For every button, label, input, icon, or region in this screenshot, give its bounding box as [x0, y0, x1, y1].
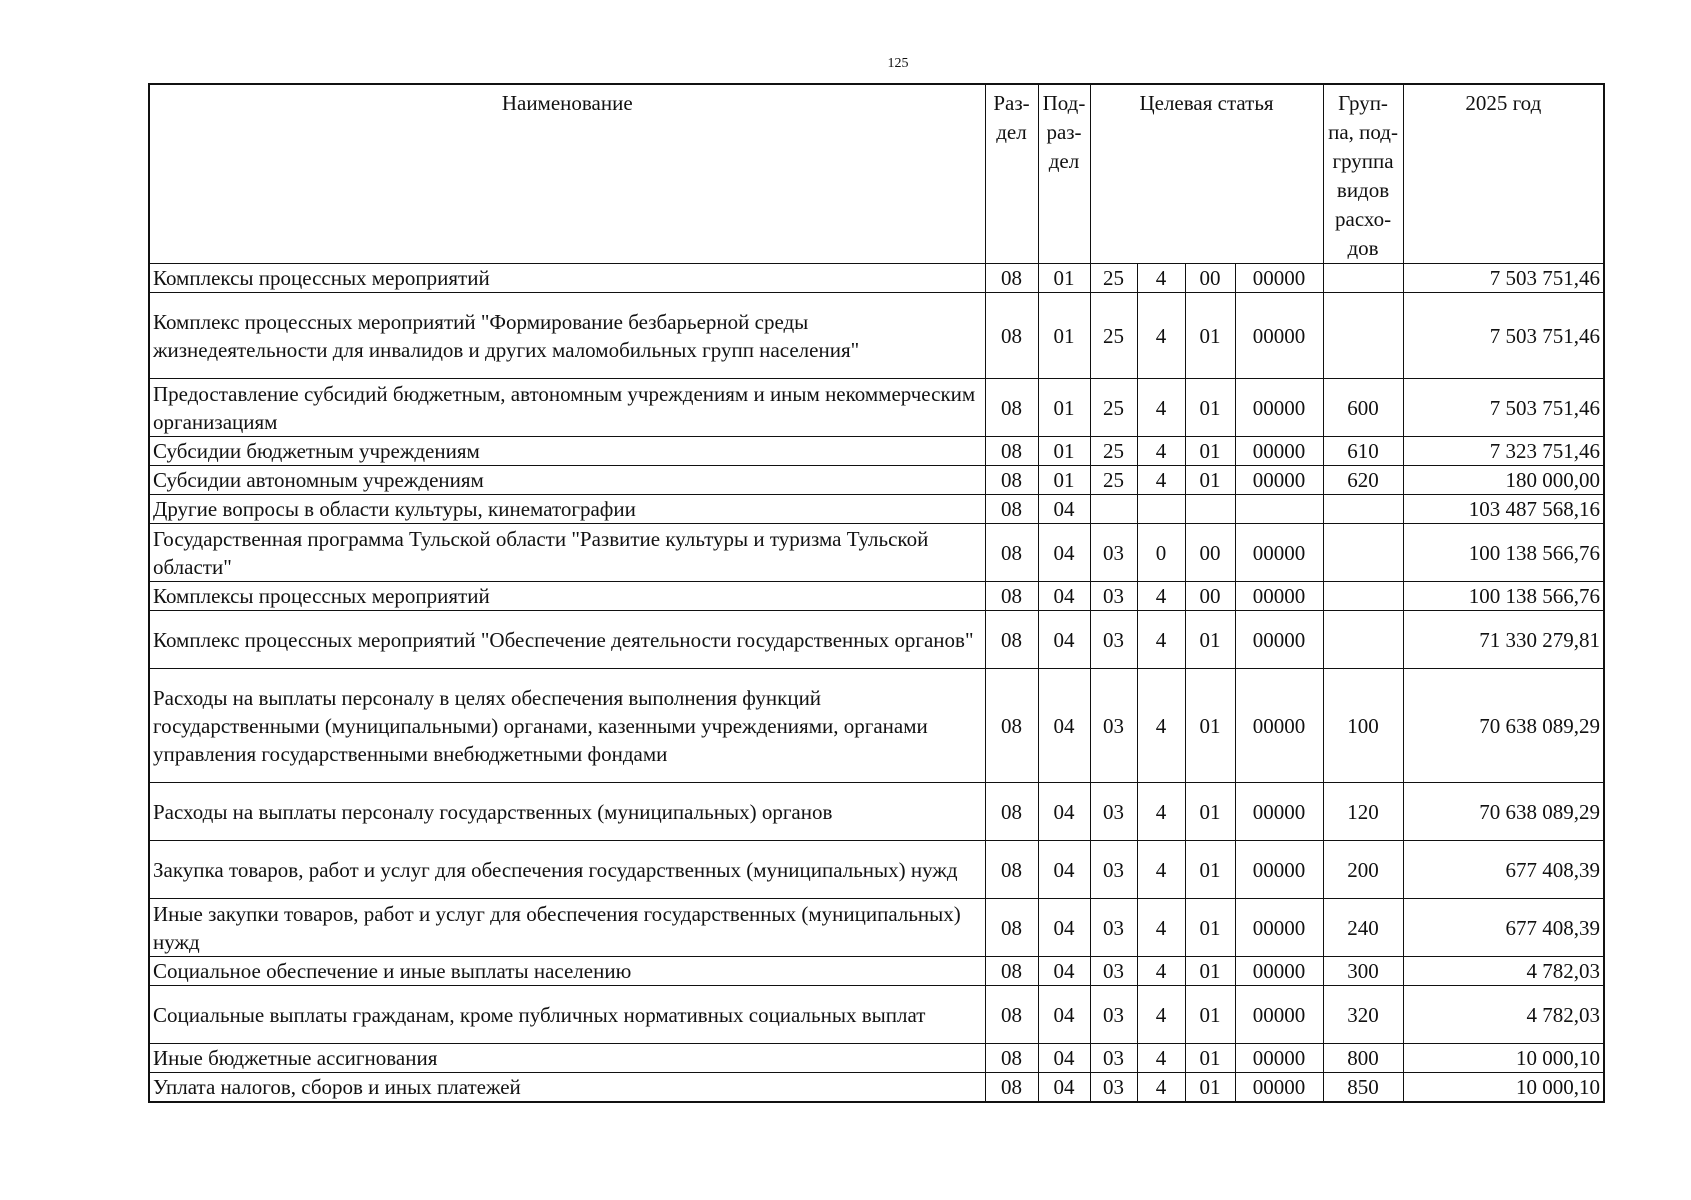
- row-target-subprogram: 00: [1185, 582, 1235, 611]
- row-target-program: 03: [1090, 611, 1137, 669]
- row-amount-2025: 70 638 089,29: [1403, 783, 1604, 841]
- page-number: 125: [887, 56, 909, 71]
- row-podrazdel: 04: [1038, 1073, 1090, 1103]
- row-podrazdel: 04: [1038, 495, 1090, 524]
- row-target-program: [1090, 495, 1137, 524]
- row-razdel: 08: [985, 379, 1038, 437]
- table-row: [149, 841, 1604, 899]
- row-target-direction: 00000: [1235, 986, 1323, 1044]
- row-expense-group: 120: [1323, 783, 1403, 841]
- row-target-program: 25: [1090, 466, 1137, 495]
- row-razdel: 08: [985, 841, 1038, 899]
- row-target-subprogram: 01: [1185, 1073, 1235, 1103]
- row-target-direction: 00000: [1235, 611, 1323, 669]
- row-name: Социальное обеспечение и иные выплаты населению: [149, 957, 985, 986]
- budget-table: [148, 83, 1605, 1103]
- table-row: [149, 437, 1604, 466]
- row-target-subprogram: 01: [1185, 379, 1235, 437]
- row-name: Другие вопросы в области культуры, кинематографии: [149, 495, 985, 524]
- row-target-type: 4: [1137, 841, 1185, 899]
- row-target-subprogram: 01: [1185, 1044, 1235, 1073]
- row-podrazdel: 01: [1038, 293, 1090, 379]
- row-name: Иные бюджетные ассигнования: [149, 1044, 985, 1073]
- row-target-subprogram: 01: [1185, 783, 1235, 841]
- row-podrazdel: 04: [1038, 957, 1090, 986]
- table-row: [149, 986, 1604, 1044]
- row-expense-group: [1323, 495, 1403, 524]
- row-name: Предоставление субсидий бюджетным, автономным учреждениям и иным некоммерческим организациям: [149, 379, 985, 437]
- row-target-subprogram: 01: [1185, 293, 1235, 379]
- table-row: [149, 582, 1604, 611]
- row-amount-2025: 100 138 566,76: [1403, 524, 1604, 582]
- row-target-subprogram: 01: [1185, 957, 1235, 986]
- row-target-type: 0: [1137, 524, 1185, 582]
- row-expense-group: 620: [1323, 466, 1403, 495]
- row-amount-2025: 7 323 751,46: [1403, 437, 1604, 466]
- header-expense-group: Груп- па, под- группа видов расхо- дов: [1323, 84, 1403, 264]
- row-amount-2025: 103 487 568,16: [1403, 495, 1604, 524]
- row-razdel: 08: [985, 524, 1038, 582]
- row-amount-2025: 180 000,00: [1403, 466, 1604, 495]
- row-razdel: 08: [985, 899, 1038, 957]
- header-target-article: Целевая статья: [1090, 84, 1323, 264]
- row-target-direction: 00000: [1235, 957, 1323, 986]
- row-razdel: 08: [985, 986, 1038, 1044]
- row-name: Комплексы процессных мероприятий: [149, 264, 985, 293]
- row-target-subprogram: 01: [1185, 437, 1235, 466]
- table-row: [149, 611, 1604, 669]
- row-name: Закупка товаров, работ и услуг для обеспечения государственных (муниципальных) нужд: [149, 841, 985, 899]
- row-razdel: 08: [985, 264, 1038, 293]
- row-target-program: 03: [1090, 1044, 1137, 1073]
- row-target-type: 4: [1137, 379, 1185, 437]
- row-podrazdel: 04: [1038, 524, 1090, 582]
- row-target-subprogram: 00: [1185, 264, 1235, 293]
- row-amount-2025: 10 000,10: [1403, 1044, 1604, 1073]
- row-podrazdel: 01: [1038, 379, 1090, 437]
- row-expense-group: 240: [1323, 899, 1403, 957]
- row-podrazdel: 04: [1038, 899, 1090, 957]
- row-target-type: 4: [1137, 264, 1185, 293]
- row-target-program: 25: [1090, 293, 1137, 379]
- row-expense-group: 800: [1323, 1044, 1403, 1073]
- table-row: [149, 957, 1604, 986]
- row-razdel: 08: [985, 1073, 1038, 1103]
- row-target-program: 03: [1090, 957, 1137, 986]
- row-razdel: 08: [985, 437, 1038, 466]
- row-podrazdel: 01: [1038, 437, 1090, 466]
- row-target-direction: [1235, 495, 1323, 524]
- row-amount-2025: 677 408,39: [1403, 899, 1604, 957]
- row-target-type: 4: [1137, 466, 1185, 495]
- row-target-subprogram: 01: [1185, 669, 1235, 783]
- row-target-direction: 00000: [1235, 669, 1323, 783]
- row-target-program: 25: [1090, 379, 1137, 437]
- row-podrazdel: 04: [1038, 611, 1090, 669]
- row-expense-group: [1323, 582, 1403, 611]
- row-name: Государственная программа Тульской области "Развитие культуры и туризма Тульской области": [149, 524, 985, 582]
- row-target-type: 4: [1137, 611, 1185, 669]
- table-header-row: [149, 84, 1604, 264]
- row-razdel: 08: [985, 466, 1038, 495]
- row-razdel: 08: [985, 1044, 1038, 1073]
- table-body: [149, 264, 1604, 1103]
- row-target-subprogram: [1185, 495, 1235, 524]
- row-razdel: 08: [985, 495, 1038, 524]
- header-razdel: Раз- дел: [985, 84, 1038, 264]
- table-row: [149, 1073, 1604, 1103]
- table-row: [149, 524, 1604, 582]
- row-target-type: 4: [1137, 783, 1185, 841]
- row-razdel: 08: [985, 611, 1038, 669]
- row-name: Расходы на выплаты персоналу в целях обеспечения выполнения функций государственными (муниципальными) органами, казенными учреждениями, органами управления государственными внебюджетными фондами: [149, 669, 985, 783]
- row-target-subprogram: 00: [1185, 524, 1235, 582]
- row-target-direction: 00000: [1235, 524, 1323, 582]
- row-target-direction: 00000: [1235, 264, 1323, 293]
- table-row: [149, 466, 1604, 495]
- row-target-program: 25: [1090, 264, 1137, 293]
- row-razdel: 08: [985, 669, 1038, 783]
- row-name: Расходы на выплаты персоналу государственных (муниципальных) органов: [149, 783, 985, 841]
- row-target-program: 03: [1090, 986, 1137, 1044]
- table-row: [149, 379, 1604, 437]
- row-target-direction: 00000: [1235, 437, 1323, 466]
- row-target-direction: 00000: [1235, 379, 1323, 437]
- row-target-subprogram: 01: [1185, 899, 1235, 957]
- row-target-direction: 00000: [1235, 899, 1323, 957]
- row-target-type: 4: [1137, 437, 1185, 466]
- row-target-type: 4: [1137, 957, 1185, 986]
- row-amount-2025: 70 638 089,29: [1403, 669, 1604, 783]
- row-target-program: 03: [1090, 783, 1137, 841]
- row-target-program: 03: [1090, 582, 1137, 611]
- table-row: [149, 669, 1604, 783]
- row-podrazdel: 04: [1038, 783, 1090, 841]
- table-row: [149, 783, 1604, 841]
- row-podrazdel: 01: [1038, 466, 1090, 495]
- row-amount-2025: 7 503 751,46: [1403, 293, 1604, 379]
- row-target-type: 4: [1137, 986, 1185, 1044]
- row-name: Субсидии бюджетным учреждениям: [149, 437, 985, 466]
- header-podrazdel: Под- раз- дел: [1038, 84, 1090, 264]
- table-row: [149, 264, 1604, 293]
- row-target-program: 25: [1090, 437, 1137, 466]
- header-year: 2025 год: [1403, 84, 1604, 264]
- row-razdel: 08: [985, 783, 1038, 841]
- row-target-direction: 00000: [1235, 1044, 1323, 1073]
- row-target-program: 03: [1090, 1073, 1137, 1103]
- row-expense-group: [1323, 264, 1403, 293]
- row-expense-group: 600: [1323, 379, 1403, 437]
- row-target-direction: 00000: [1235, 841, 1323, 899]
- row-name: Субсидии автономным учреждениям: [149, 466, 985, 495]
- row-target-subprogram: 01: [1185, 611, 1235, 669]
- row-name: Комплекс процессных мероприятий "Обеспечение деятельности государственных органов": [149, 611, 985, 669]
- row-target-program: 03: [1090, 899, 1137, 957]
- table-row: [149, 899, 1604, 957]
- row-amount-2025: 4 782,03: [1403, 957, 1604, 986]
- row-podrazdel: 04: [1038, 669, 1090, 783]
- row-target-program: 03: [1090, 524, 1137, 582]
- row-target-program: 03: [1090, 669, 1137, 783]
- row-target-subprogram: 01: [1185, 841, 1235, 899]
- row-expense-group: 200: [1323, 841, 1403, 899]
- row-target-type: 4: [1137, 899, 1185, 957]
- row-expense-group: 610: [1323, 437, 1403, 466]
- row-razdel: 08: [985, 957, 1038, 986]
- row-target-program: 03: [1090, 841, 1137, 899]
- row-amount-2025: 4 782,03: [1403, 986, 1604, 1044]
- row-target-direction: 00000: [1235, 582, 1323, 611]
- row-target-subprogram: 01: [1185, 466, 1235, 495]
- row-expense-group: 850: [1323, 1073, 1403, 1103]
- row-expense-group: 100: [1323, 669, 1403, 783]
- row-name: Комплексы процессных мероприятий: [149, 582, 985, 611]
- row-podrazdel: 04: [1038, 841, 1090, 899]
- row-amount-2025: 677 408,39: [1403, 841, 1604, 899]
- row-target-type: 4: [1137, 293, 1185, 379]
- row-target-direction: 00000: [1235, 466, 1323, 495]
- row-amount-2025: 71 330 279,81: [1403, 611, 1604, 669]
- row-podrazdel: 04: [1038, 1044, 1090, 1073]
- row-name: Социальные выплаты гражданам, кроме публичных нормативных социальных выплат: [149, 986, 985, 1044]
- row-podrazdel: 04: [1038, 986, 1090, 1044]
- row-name: Иные закупки товаров, работ и услуг для обеспечения государственных (муниципальных) нужд: [149, 899, 985, 957]
- row-target-type: 4: [1137, 582, 1185, 611]
- row-name: Уплата налогов, сборов и иных платежей: [149, 1073, 985, 1103]
- row-podrazdel: 01: [1038, 264, 1090, 293]
- row-target-direction: 00000: [1235, 1073, 1323, 1103]
- row-target-type: 4: [1137, 1044, 1185, 1073]
- row-amount-2025: 10 000,10: [1403, 1073, 1604, 1103]
- row-target-direction: 00000: [1235, 783, 1323, 841]
- table-row: [149, 1044, 1604, 1073]
- row-expense-group: 300: [1323, 957, 1403, 986]
- row-target-type: [1137, 495, 1185, 524]
- row-target-type: 4: [1137, 669, 1185, 783]
- row-expense-group: [1323, 611, 1403, 669]
- table-row: [149, 293, 1604, 379]
- row-expense-group: [1323, 524, 1403, 582]
- row-expense-group: [1323, 293, 1403, 379]
- row-razdel: 08: [985, 582, 1038, 611]
- row-amount-2025: 7 503 751,46: [1403, 264, 1604, 293]
- row-target-direction: 00000: [1235, 293, 1323, 379]
- table-row: [149, 495, 1604, 524]
- row-razdel: 08: [985, 293, 1038, 379]
- row-amount-2025: 100 138 566,76: [1403, 582, 1604, 611]
- row-amount-2025: 7 503 751,46: [1403, 379, 1604, 437]
- header-name: Наименование: [149, 84, 985, 264]
- row-podrazdel: 04: [1038, 582, 1090, 611]
- row-target-subprogram: 01: [1185, 986, 1235, 1044]
- row-target-type: 4: [1137, 1073, 1185, 1103]
- row-expense-group: 320: [1323, 986, 1403, 1044]
- row-name: Комплекс процессных мероприятий "Формирование безбарьерной среды жизнедеятельности для инвалидов и других маломобильных групп населения": [149, 293, 985, 379]
